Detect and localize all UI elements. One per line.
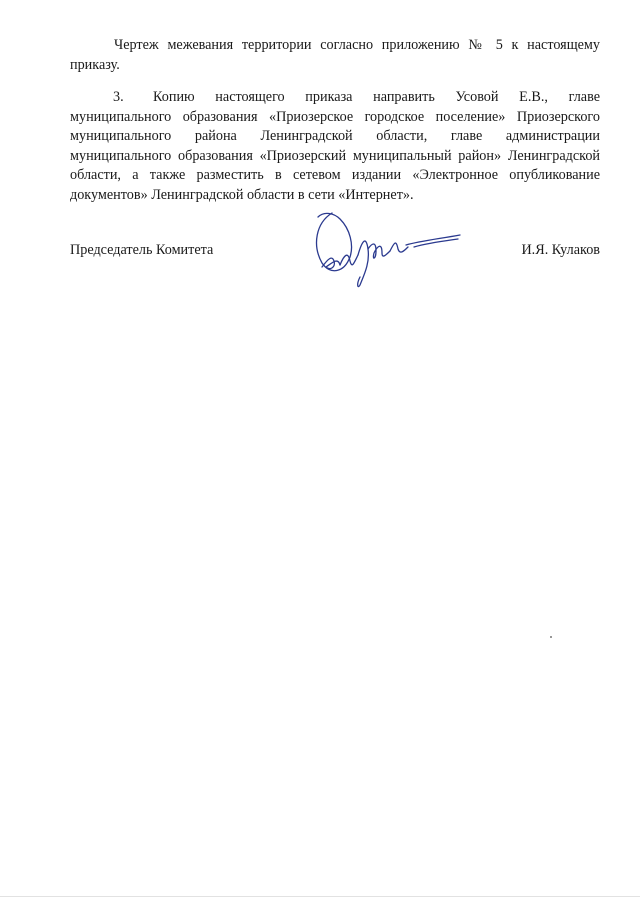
handwritten-signature bbox=[310, 205, 470, 290]
paragraph-text: Копию настоящего приказа направить Усовой Е.В., главе муниципального образования «Приозерское городское поселение» Приозерского муниципального района Ленинградской области, главе администрации муниципального образования «Приозерский муниципальный район» Ленинградской области, а также разместить в сетевом издании «Электронное опубликование документов» Ленинградской области в сети «Интернет». bbox=[70, 89, 600, 203]
page-edge-line bbox=[0, 896, 640, 897]
signatory-name: И.Я. Кулаков bbox=[521, 242, 600, 258]
paragraph-drawing-reference: Чертеж межевания территории согласно приложению № 5 к настоящему приказу. bbox=[70, 37, 600, 73]
scan-speck bbox=[550, 636, 552, 638]
paragraph-item-3 bbox=[70, 88, 600, 205]
paragraph-number: 3. bbox=[113, 89, 124, 105]
signatory-title: Председатель Комитета bbox=[70, 242, 214, 258]
